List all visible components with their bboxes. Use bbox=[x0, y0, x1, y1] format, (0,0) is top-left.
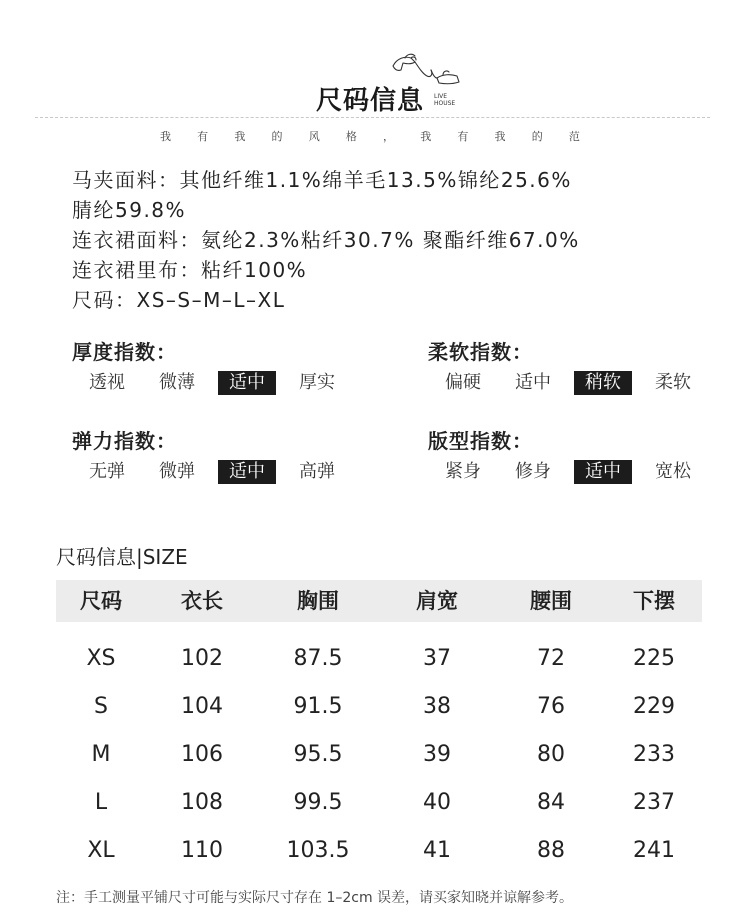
index-option-selected: 适中 bbox=[218, 371, 276, 395]
table-row bbox=[56, 779, 702, 827]
index-option: 透视 bbox=[89, 372, 125, 393]
slogan-char: 的 bbox=[271, 130, 283, 143]
table-row bbox=[56, 635, 702, 683]
slogan-char: 我 bbox=[160, 130, 171, 143]
table-cell: XL bbox=[87, 838, 115, 863]
softness-index bbox=[428, 336, 708, 395]
index-option: 适中 bbox=[515, 372, 551, 393]
page-title: 尺码信息 bbox=[316, 86, 425, 116]
material-line: 尺码：XS–S–M–L–XL bbox=[72, 288, 286, 312]
index-options bbox=[428, 460, 708, 484]
index-option: 紧身 bbox=[445, 461, 481, 482]
index-option: 宽松 bbox=[655, 461, 691, 482]
column-header: 尺码 bbox=[80, 589, 122, 613]
elasticity-index bbox=[72, 425, 352, 484]
slogan-char: 风 bbox=[308, 130, 320, 143]
slogan-char: 我 bbox=[234, 130, 246, 143]
material-line: 连衣裙里布：粘纤100% bbox=[72, 258, 308, 282]
slogan-char: 我 bbox=[420, 130, 432, 143]
table-cell: 103.5 bbox=[286, 838, 350, 863]
header-divider bbox=[35, 117, 710, 118]
slogan-char: 有 bbox=[197, 130, 209, 143]
column-header: 肩宽 bbox=[416, 589, 458, 613]
table-cell: 84 bbox=[537, 790, 565, 815]
index-title: 弹力指数： bbox=[72, 429, 177, 453]
table-cell: 76 bbox=[537, 694, 565, 719]
index-options bbox=[428, 371, 708, 395]
material-line: 腈纶59.8% bbox=[72, 198, 187, 222]
table-cell: 80 bbox=[537, 742, 565, 767]
index-options bbox=[72, 460, 352, 484]
footnote: 注：手工测量平铺尺寸可能与实际尺寸存在 1–2cm 误差，请买家知晓并谅解参考。 bbox=[56, 890, 574, 906]
column-header: 胸围 bbox=[297, 589, 339, 613]
slogan-char: 有 bbox=[457, 130, 469, 143]
table-cell: XS bbox=[86, 646, 116, 671]
table-cell: 104 bbox=[181, 694, 223, 719]
material-line: 连衣裙面料：氨纶2.3%粘纤30.7% 聚酯纤维67.0% bbox=[72, 228, 580, 252]
table-cell: 91.5 bbox=[293, 694, 343, 719]
table-cell: 106 bbox=[181, 742, 223, 767]
index-option-selected: 适中 bbox=[218, 460, 276, 484]
table-cell: 99.5 bbox=[293, 790, 343, 815]
column-header: 下摆 bbox=[633, 589, 675, 613]
slogan bbox=[160, 128, 580, 144]
index-option: 微弹 bbox=[159, 461, 195, 482]
table-cell: 108 bbox=[181, 790, 223, 815]
column-header: 衣长 bbox=[181, 589, 223, 613]
index-option: 柔软 bbox=[655, 372, 691, 393]
table-cell: 241 bbox=[633, 838, 675, 863]
table-row bbox=[56, 731, 702, 779]
index-options bbox=[72, 371, 352, 395]
slogan-char: 范 bbox=[568, 130, 580, 143]
table-row bbox=[56, 683, 702, 731]
index-title: 柔软指数： bbox=[428, 340, 533, 364]
table-cell: 95.5 bbox=[293, 742, 343, 767]
index-option-selected: 稍软 bbox=[574, 371, 632, 395]
table-cell: 72 bbox=[537, 646, 565, 671]
logo-line-2: HOUSE bbox=[434, 100, 456, 107]
index-option: 偏硬 bbox=[445, 372, 481, 393]
column-header: 腰围 bbox=[530, 589, 572, 613]
slogan-char: 的 bbox=[531, 130, 543, 143]
table-cell: 87.5 bbox=[293, 646, 343, 671]
table-cell: 38 bbox=[423, 694, 451, 719]
table-cell: L bbox=[94, 790, 108, 815]
index-option: 微薄 bbox=[159, 372, 195, 393]
table-cell: 110 bbox=[181, 838, 223, 863]
fit-index bbox=[428, 425, 708, 484]
index-option-selected: 适中 bbox=[574, 460, 632, 484]
index-option: 厚实 bbox=[299, 372, 335, 393]
table-cell: 39 bbox=[423, 742, 451, 767]
table-cell: S bbox=[94, 694, 108, 719]
slogan-char: 我 bbox=[494, 130, 506, 143]
table-cell: 225 bbox=[633, 646, 675, 671]
logo-line-1: LIVE bbox=[434, 93, 448, 100]
table-cell: 41 bbox=[423, 838, 451, 863]
material-line: 马夹面料：其他纤维1.1%绵羊毛13.5%锦纶25.6% bbox=[72, 168, 572, 192]
slogan-char: 格 bbox=[345, 130, 357, 143]
size-table-heading: 尺码信息|SIZE bbox=[56, 545, 188, 569]
table-cell: 88 bbox=[537, 838, 565, 863]
table-cell: M bbox=[91, 742, 111, 767]
thickness-index bbox=[72, 336, 352, 395]
table-cell: 233 bbox=[633, 742, 675, 767]
table-cell: 40 bbox=[423, 790, 451, 815]
table-cell: 37 bbox=[423, 646, 451, 671]
holding-hands-icon bbox=[385, 48, 465, 92]
index-option: 无弹 bbox=[89, 461, 125, 482]
index-option: 高弹 bbox=[299, 461, 335, 482]
index-title: 厚度指数： bbox=[72, 340, 177, 364]
table-header bbox=[56, 580, 702, 622]
table-cell: 102 bbox=[181, 646, 223, 671]
index-title: 版型指数： bbox=[428, 429, 533, 453]
index-option: 修身 bbox=[515, 461, 551, 482]
table-cell: 229 bbox=[633, 694, 675, 719]
brand-logo-text bbox=[434, 93, 455, 107]
table-cell: 237 bbox=[633, 790, 675, 815]
slogan-char: ， bbox=[383, 130, 395, 143]
table-row bbox=[56, 827, 702, 875]
